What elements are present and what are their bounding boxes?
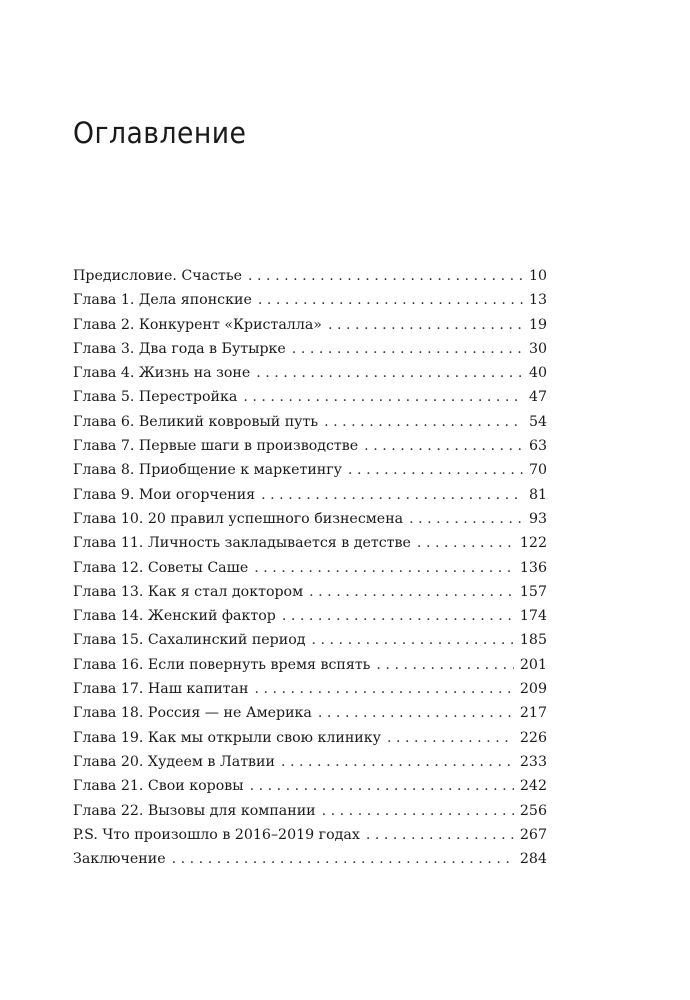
toc-entry-title: Заключение: [73, 851, 166, 868]
toc-entry-page-number: 81: [528, 486, 547, 503]
toc-entry: [73, 458, 547, 482]
toc-entry-page-number: 157: [519, 583, 547, 600]
dot-leader: [256, 361, 523, 385]
toc-entry-page-number: 185: [519, 632, 547, 649]
dot-leader: [364, 434, 523, 458]
dot-leader: [417, 531, 514, 555]
toc-entry-page-number: 13: [528, 292, 547, 309]
toc-entry-title: Глава 10. 20 правил успешного бизнесмена: [73, 510, 404, 527]
toc-entry: [73, 799, 547, 823]
dot-leader: [261, 483, 523, 507]
toc-entry-page-number: 70: [528, 462, 547, 479]
toc-entry: [73, 531, 547, 555]
toc-entry-page-number: 40: [528, 365, 547, 382]
toc-entry: [73, 264, 547, 288]
toc-entry-title: Глава 1. Дела японские: [73, 292, 252, 309]
dot-leader: [254, 556, 514, 580]
toc-entry-title: Глава 21. Свои коровы: [73, 778, 244, 795]
toc-entry: [73, 288, 547, 312]
toc-entry-title: Глава 9. Мои огорчения: [73, 486, 256, 503]
toc-entry-title: Глава 20. Худеем в Латвии: [73, 753, 275, 770]
toc-entry-title: Глава 19. Как мы открыли свою клинику: [73, 729, 381, 746]
toc-entry: [73, 750, 547, 774]
toc-entry: [73, 556, 547, 580]
dot-leader: [248, 264, 523, 288]
toc-entry-title: Глава 12. Советы Саше: [73, 559, 249, 576]
toc-entry-page-number: 256: [519, 802, 547, 819]
table-of-contents: [73, 264, 547, 871]
toc-entry-title: Глава 11. Личность закладывается в детстве: [73, 535, 411, 552]
toc-entry-page-number: 233: [519, 753, 547, 770]
toc-entry: [73, 580, 547, 604]
toc-entry-page-number: 122: [519, 535, 547, 552]
dot-leader: [366, 823, 514, 847]
dot-leader: [348, 458, 523, 482]
toc-entry-title: Глава 16. Если повернуть время вспять: [73, 656, 371, 673]
dot-leader: [312, 628, 514, 652]
toc-entry-page-number: 10: [528, 268, 547, 284]
toc-entry-page-number: 63: [528, 438, 547, 455]
toc-entry-page-number: 174: [519, 608, 547, 625]
dot-leader: [292, 337, 523, 361]
toc-entry-page-number: 93: [528, 510, 547, 527]
toc-entry: [73, 337, 547, 361]
toc-entry: [73, 823, 547, 847]
toc-entry: [73, 847, 547, 871]
toc-entry: [73, 701, 547, 725]
toc-entry-page-number: 284: [519, 851, 547, 868]
toc-entry: [73, 774, 547, 798]
dot-leader: [387, 726, 514, 750]
toc-entry-title: Глава 17. Наш капитан: [73, 681, 249, 698]
toc-entry: [73, 483, 547, 507]
toc-entry: [73, 604, 547, 628]
toc-entry: [73, 434, 547, 458]
dot-leader: [318, 701, 514, 725]
toc-entry-title: Глава 4. Жизнь на зоне: [73, 365, 251, 382]
dot-leader: [322, 799, 514, 823]
dot-leader: [324, 410, 523, 434]
dot-leader: [172, 847, 514, 871]
toc-entry: [73, 726, 547, 750]
toc-entry: [73, 410, 547, 434]
dot-leader: [309, 580, 514, 604]
page-title: Оглавление: [73, 116, 247, 150]
toc-entry-title: P.S. Что произошло в 2016–2019 годах: [73, 826, 360, 843]
toc-entry-title: Глава 5. Перестройка: [73, 389, 238, 406]
toc-entry-title: Глава 13. Как я стал доктором: [73, 583, 304, 600]
toc-entry-title: Глава 14. Женский фактор: [73, 608, 276, 625]
dot-leader: [258, 288, 523, 312]
toc-entry-title: Глава 22. Вызовы для компании: [73, 802, 316, 819]
toc-entry: [73, 653, 547, 677]
dot-leader: [409, 507, 523, 531]
toc-entry-title: Глава 15. Сахалинский период: [73, 632, 306, 649]
toc-entry-page-number: 201: [519, 656, 547, 673]
toc-entry: [73, 361, 547, 385]
dot-leader: [376, 653, 514, 677]
toc-entry-page-number: 47: [528, 389, 547, 406]
toc-entry-page-number: 267: [519, 826, 547, 843]
toc-entry-title: Предисловие. Счастье: [73, 268, 243, 284]
toc-entry-page-number: 19: [528, 316, 547, 333]
toc-entry: [73, 628, 547, 652]
toc-entry-page-number: 54: [528, 413, 547, 430]
dot-leader: [328, 313, 523, 337]
toc-entry-page-number: 242: [519, 778, 547, 795]
toc-entry: [73, 677, 547, 701]
dot-leader: [282, 604, 514, 628]
toc-entry-title: Глава 8. Приобщение к маркетингу: [73, 462, 343, 479]
toc-entry-title: Глава 6. Великий ковровый путь: [73, 413, 319, 430]
dot-leader: [243, 385, 523, 409]
dot-leader: [250, 774, 514, 798]
toc-entry-title: Глава 3. Два года в Бутырке: [73, 340, 286, 357]
toc-entry-page-number: 136: [519, 559, 547, 576]
toc-entry-page-number: 209: [519, 681, 547, 698]
toc-entry-title: Глава 2. Конкурент «Кристалла»: [73, 316, 322, 333]
toc-entry-page-number: 226: [519, 729, 547, 746]
dot-leader: [254, 677, 513, 701]
dot-leader: [281, 750, 514, 774]
toc-entry-title: Глава 7. Первые шаги в производстве: [73, 438, 359, 455]
toc-entry: [73, 385, 547, 409]
toc-entry-page-number: 217: [519, 705, 547, 722]
toc-entry: [73, 507, 547, 531]
toc-entry: [73, 313, 547, 337]
toc-entry-title: Глава 18. Россия — не Америка: [73, 705, 312, 722]
toc-entry-page-number: 30: [528, 340, 547, 357]
